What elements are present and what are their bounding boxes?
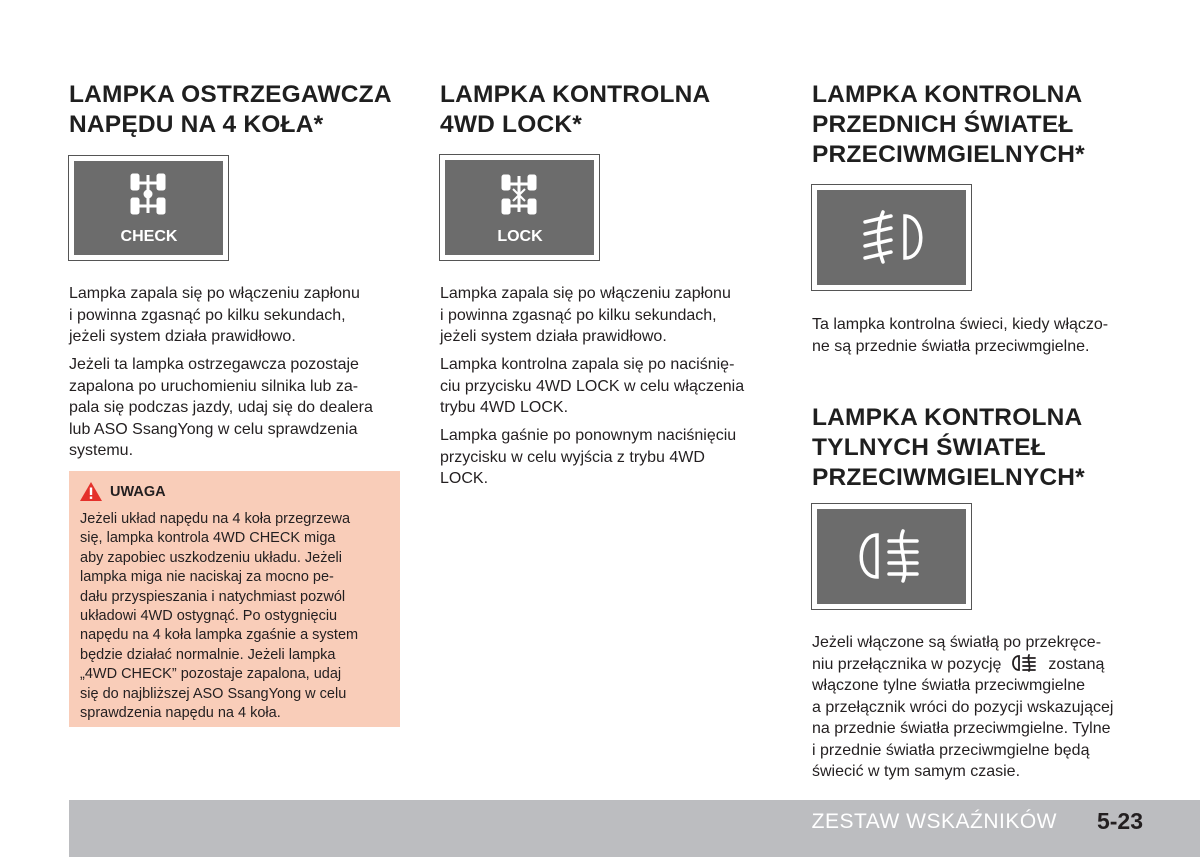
page-number: 5-23	[1096, 808, 1143, 834]
col1-paragraph-1: Lampka zapala się po włączeniu zapłonu i powinna zgasnąć po kilku sekundach, jeżeli system działa prawidłowo.	[69, 285, 360, 345]
front-fog-indicator	[811, 184, 972, 291]
col2-paragraph-1: Lampka zapala się po włączeniu zapłonu i powinna zgasnąć po kilku sekundach, jeżeli system działa prawidłowo.	[440, 285, 731, 345]
rear-fog-inline-icon	[1010, 654, 1040, 672]
4wd-lock-indicator	[439, 154, 600, 261]
col2-paragraph-3: Lampka gaśnie po ponownym naciśnięciu przycisku w celu wyjścia z trybu 4WD LOCK.	[440, 427, 737, 487]
heading-4wd-lock: LAMPKA KONTROLNA 4WD LOCK*	[440, 81, 711, 138]
4wd-lock-icon	[445, 160, 594, 255]
warning-title: UWAGA	[110, 484, 166, 500]
col2-paragraph-2: Lampka kontrolna zapala się po naciśnię- ciu przycisku 4WD LOCK w celu włączenia trybu 4WD LOCK.	[440, 356, 745, 416]
footer-section-title: ZESTAW WSKAŹNIKÓW	[811, 810, 1057, 833]
inline-icon-line: niu przełącznika w pozycję zostaną	[812, 655, 1105, 673]
icon-caption-check: CHECK	[120, 228, 178, 245]
rear-fog-light-icon	[817, 509, 966, 604]
warning-text: Jeżeli układ napędu na 4 koła przegrzewa się, lampka kontrola 4WD CHECK miga aby zapobiec uszkodzeniu układu. Jeżeli lampka miga nie naciskaj za mocno pe- dału przyspieszania i natychmiast pozwól układowi 4WD ostygnąć. Po ostygnięciu napędu na 4 koła lampka zgaśnie a system będzie działać normalnie. Jeżeli lampka „4WD CHECK” pozostaje zapalona, udaj się do najbliższej ASO SsangYong w celu sprawdzenia napędu na 4 koła.	[80, 511, 359, 722]
col3-paragraph-2: Jeżeli włączone są światłą po przekręce- niu przełącznika w pozycję zostaną włączone tylne światła przeciwmgielne a przełącznik wróci do pozycji wskazującej na przednie światła przeciwmgielne. Tylne i przednie światła przeciwmgielne będą świecić w tym samym czasie.	[812, 634, 1114, 780]
warning-box	[69, 471, 400, 727]
col3-paragraph-1: Ta lampka kontrolna świeci, kiedy włączo- ne są przednie światła przeciwmgielne.	[812, 316, 1109, 355]
heading-4wd-warning: LAMPKA OSTRZEGAWCZA NAPĘDU NA 4 KOŁA*	[69, 81, 392, 138]
col1-paragraph-2: Jeżeli ta lampka ostrzegawcza pozostaje zapalona po uruchomieniu silnika lub za- pala się podczas jazdy, udaj się do dealera lub ASO SsangYong w celu sprawdzenia systemu.	[69, 356, 373, 459]
page-footer	[69, 800, 1200, 857]
4wd-check-icon	[74, 161, 223, 255]
rear-fog-indicator	[811, 503, 972, 610]
4wd-check-indicator	[68, 155, 229, 261]
heading-front-fog: LAMPKA KONTROLNA PRZEDNICH ŚWIATEŁ PRZECIWMGIELNYCH*	[812, 81, 1085, 168]
front-fog-light-icon	[817, 190, 966, 285]
heading-rear-fog: LAMPKA KONTROLNA TYLNYCH ŚWIATEŁ PRZECIWMGIELNYCH*	[812, 404, 1085, 491]
icon-caption-lock: LOCK	[497, 228, 543, 245]
warning-triangle-icon	[79, 481, 103, 502]
